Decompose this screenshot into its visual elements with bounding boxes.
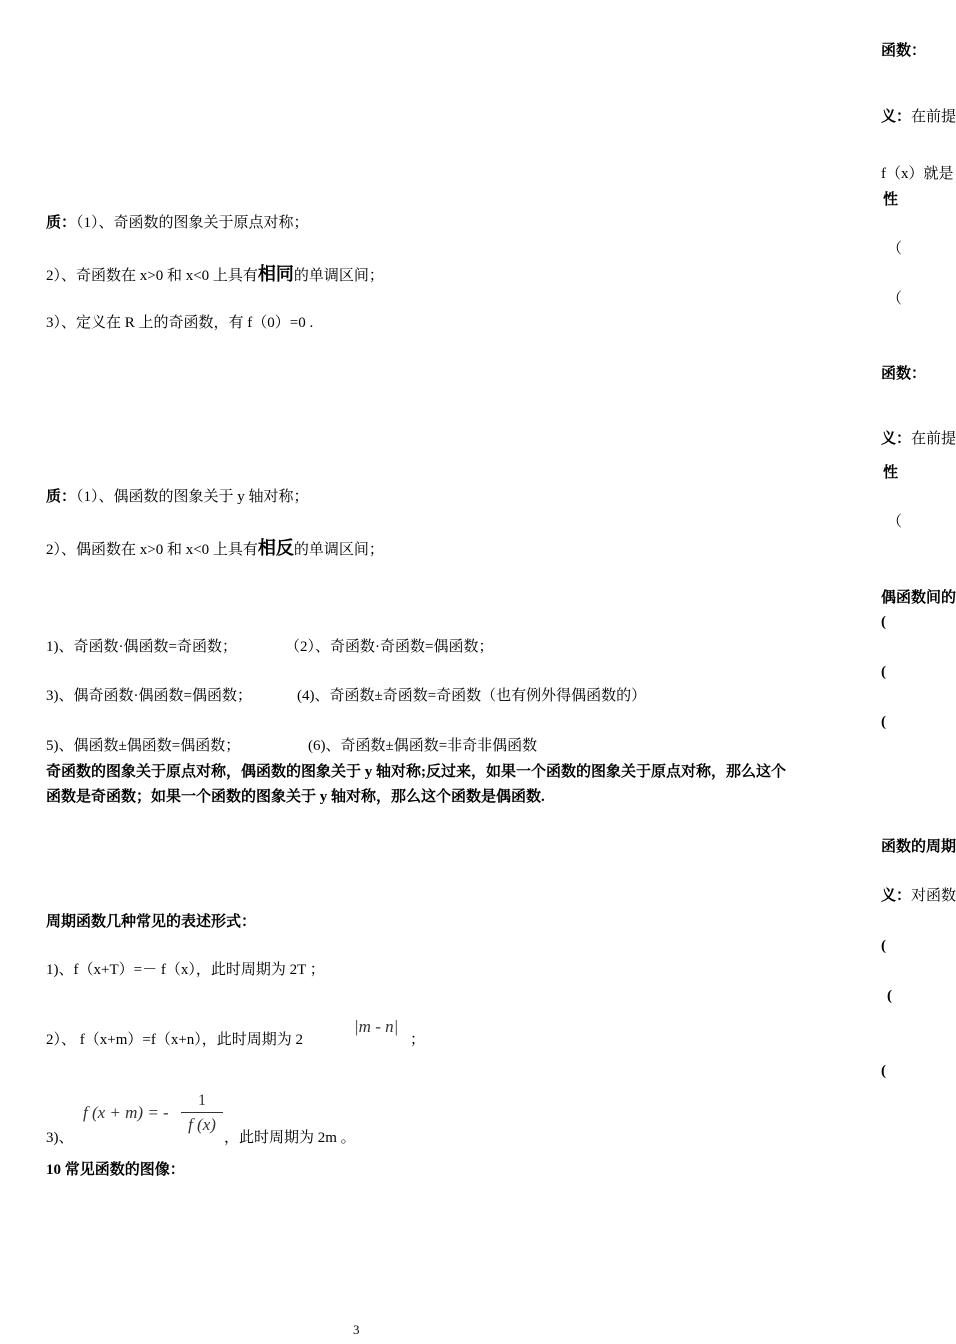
ops-line-3a: 5)、偶函数±偶函数=偶函数； (46, 738, 241, 754)
ops-line-2a: 3)、偶奇函数·偶函数=偶函数； (46, 688, 252, 704)
right-paren-3: （ (887, 514, 903, 530)
page-number: 3 (353, 1322, 360, 1337)
periodic-form-3-end: ，此时周期为 2m 。 (224, 1130, 356, 1146)
periodic-form-2: 2）、 f（x+m）=f（x+n），此时周期为 2 (46, 1032, 304, 1048)
periodic-form-1: 1)、f（x+T）=－ f（x），此时周期为 2T ； (46, 962, 325, 978)
odd-property-1: 质：（1）、奇函数的图象关于原点对称； (46, 215, 309, 231)
right-paren-1: （ (887, 241, 903, 257)
periodic-form-2-end: ； (410, 1032, 426, 1048)
ops-line-1a: 1)、奇函数·偶函数=奇函数； (46, 639, 237, 655)
periodic-form-3-label: 3)、 (46, 1130, 74, 1146)
right-heading-2: 函数： (881, 366, 927, 382)
even-property-2: 2）、偶函数在 x>0 和 x<0 上具有相反的单调区间； (46, 538, 384, 558)
right-paren-9: ( (881, 1063, 886, 1079)
right-paren-5: ( (881, 664, 886, 680)
right-property-2: 性 (883, 465, 899, 481)
periodic-heading: 周期函数几种常见的表述形式： (46, 914, 257, 930)
periodic-form-3-lhs: f (x + m) = - (83, 1103, 169, 1122)
odd-property-2: 2）、奇函数在 x>0 和 x<0 上具有相同的单调区间； (46, 264, 384, 284)
right-definition-2: 义：在前提 (881, 431, 956, 447)
right-heading-4: 函数的周期 (881, 839, 956, 855)
even-property-1: 质：（1）、偶函数的图象关于 y 轴对称； (46, 489, 309, 505)
right-heading-1: 函数： (881, 43, 927, 59)
ops-line-1b: （2）、奇函数·奇函数=偶函数； (285, 639, 494, 655)
summary-line-2: 函数是奇函数；如果一个函数的图象关于 y 轴对称，那么这个函数是偶函数. (46, 789, 545, 805)
right-paren-7: ( (881, 938, 886, 954)
right-property-1: 性 (883, 192, 899, 208)
right-definition-1: 义：在前提 (881, 109, 956, 125)
ops-line-2b: (4)、奇函数±奇函数=奇函数（也有例外得偶函数的） (297, 688, 647, 704)
summary-line-1: 奇函数的图象关于原点对称，偶函数的图象关于 y 轴对称;反过来，如果一个函数的图象关于原点对称，那么这个 (46, 764, 787, 780)
fraction-bar (181, 1112, 223, 1113)
common-graphs-heading: 10 常见函数的图像： (46, 1162, 185, 1178)
fraction-denominator: f (x) (188, 1115, 216, 1134)
right-paren-4: ( (881, 614, 886, 630)
right-paren-8: ( (887, 988, 892, 1004)
right-text-fx: f（x）就是 (881, 166, 954, 182)
periodic-form-3-fraction (181, 1092, 223, 1135)
right-heading-3: 偶函数间的 (881, 590, 956, 606)
right-paren-2: （ (887, 291, 903, 307)
right-paren-6: ( (881, 714, 886, 730)
odd-property-3: 3）、定义在 R 上的奇函数，有 f（0）=0 . (46, 315, 314, 331)
right-definition-3: 义：对函数 (881, 888, 956, 904)
periodic-form-2-abs: |m - n| (354, 1017, 399, 1036)
fraction-numerator: 1 (198, 1092, 206, 1109)
ops-line-3b: (6)、奇函数±偶函数=非奇非偶函数 (308, 738, 538, 754)
